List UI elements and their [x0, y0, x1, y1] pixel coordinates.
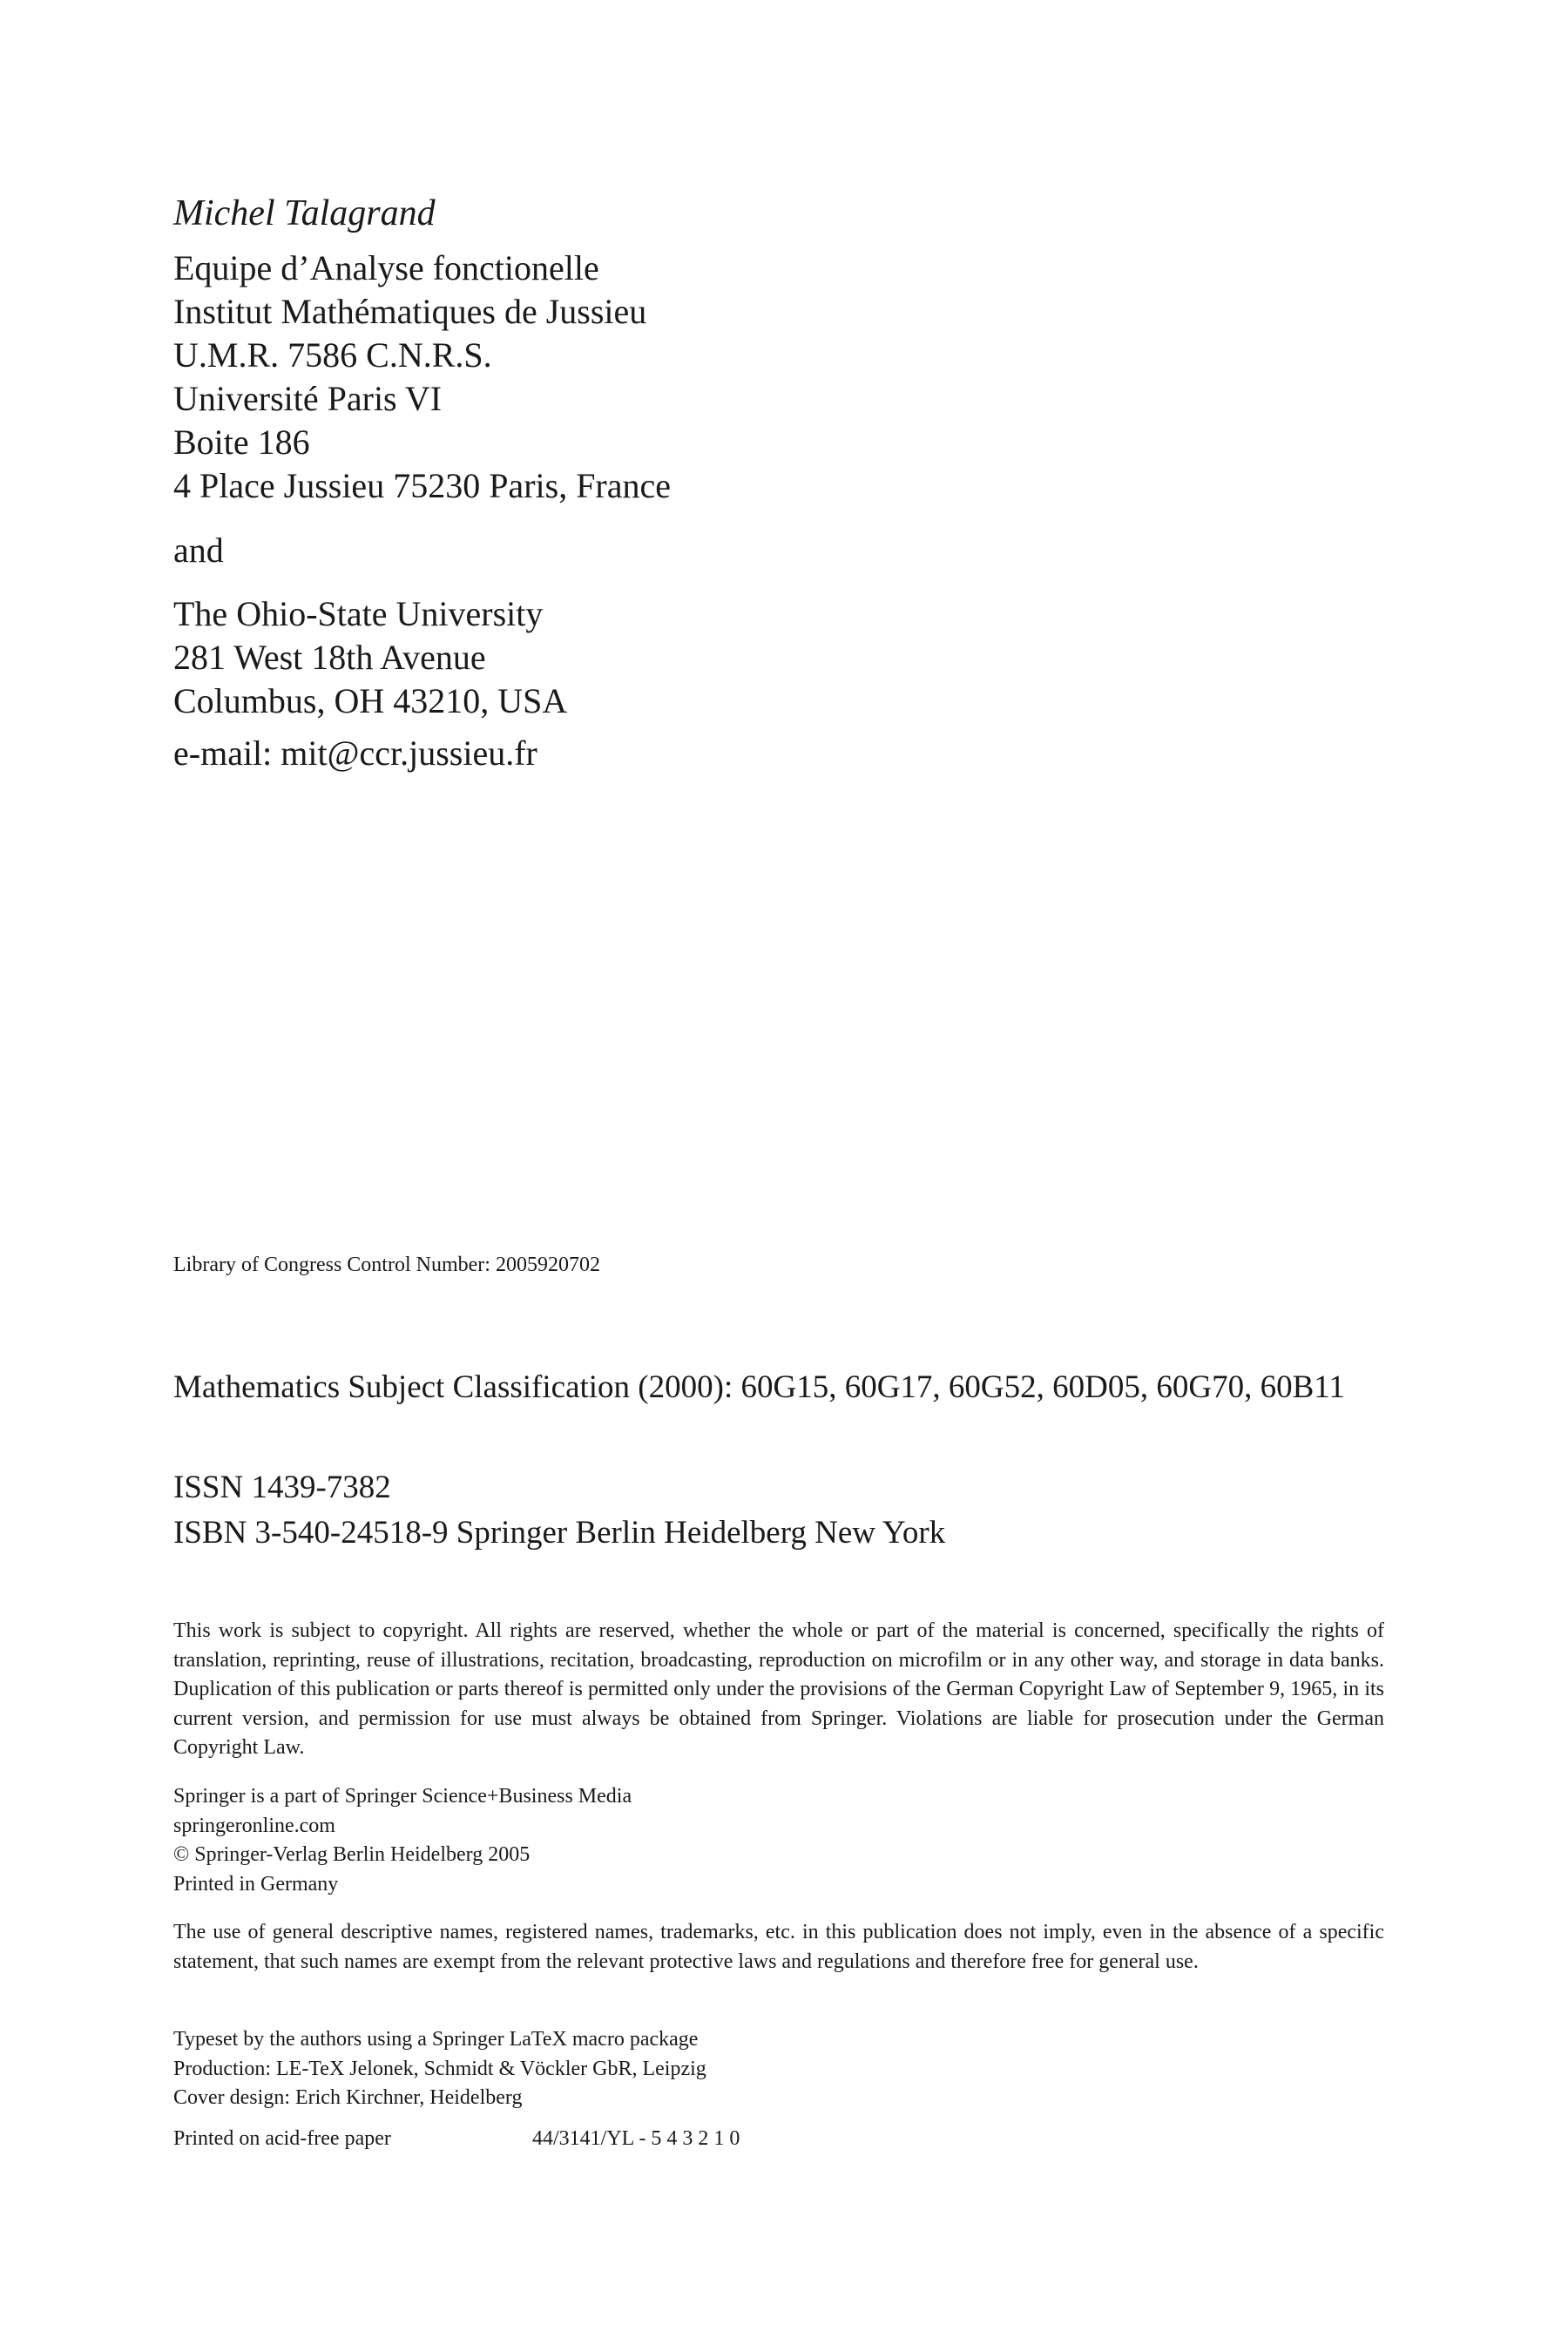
publisher-line: Printed in Germany — [173, 1872, 339, 1896]
author-name: Michel Talagrand — [173, 193, 436, 233]
conjunction-and: and — [173, 531, 224, 570]
address-line: The Ohio-State University — [173, 594, 544, 633]
print-code: 44/3141/YL - 5 4 3 2 1 0 — [532, 2127, 740, 2150]
print-footer — [173, 2126, 740, 2152]
subject-classification: Mathematics Subject Classification (2000): 60G15, 60G17, 60G52, 60D05, 60G70, 60B11 — [173, 1369, 1345, 1405]
publisher-info — [173, 1782, 632, 1899]
copyright-page — [173, 0, 1384, 2352]
lccn-line: Library of Congress Control Number: 2005920702 — [173, 1254, 600, 1276]
publisher-line: © Springer-Verlag Berlin Heidelberg 2005 — [173, 1843, 531, 1866]
address-line: U.M.R. 7586 C.N.R.S. — [173, 335, 492, 375]
affiliation-paris — [173, 247, 671, 508]
address-line: 4 Place Jussieu 75230 Paris, France — [173, 466, 672, 505]
address-line: Boite 186 — [173, 422, 310, 462]
affiliation-ohio — [173, 592, 567, 723]
author-email: e-mail: mit@ccr.jussieu.fr — [173, 733, 537, 773]
publisher-line: springeronline.com — [173, 1814, 335, 1837]
production-line: Typeset by the authors using a Springer LaTeX macro package — [173, 2028, 699, 2051]
production-line: Production: LE-TeX Jelonek, Schmidt & Vöckler GbR, Leipzig — [173, 2057, 706, 2080]
address-line: Université Paris VI — [173, 379, 443, 418]
address-line: 281 West 18th Avenue — [173, 638, 486, 677]
publisher-line: Springer is a part of Springer Science+Business Media — [173, 1785, 632, 1808]
address-line: Equipe d’Analyse fonctionelle — [173, 248, 599, 287]
paper-note: Printed on acid-free paper — [173, 2127, 391, 2150]
address-line: Columbus, OH 43210, USA — [173, 681, 568, 720]
copyright-notice: This work is subject to copyright. All rights are reserved, whether the whole or part of the material is concerned, specifically the rights of translation, reprinting, reuse of illustrations, recitation, broadcasting, reproduction on microfilm or in any other way, and storage in data banks. Duplication of this publication or parts thereof is permitted only under the provisions of the German Copyright Law of September 9, 1965, in its current version, and permission for use must always be obtained from Springer. Violations are liable for prosecution under the German Copyright Law. — [173, 1619, 1384, 1759]
address-line: Institut Mathématiques de Jussieu — [173, 292, 647, 331]
issn-line: ISSN 1439-7382 — [173, 1470, 391, 1505]
production-line: Cover design: Erich Kirchner, Heidelberg — [173, 2086, 523, 2109]
trademark-notice: The use of general descriptive names, registered names, trademarks, etc. in this publication does not imply, even in the absence of a specific statement, that such names are exempt from the relevant protective laws and regulations and therefore free for general use. — [173, 1921, 1384, 1973]
isbn-line: ISBN 3-540-24518-9 Springer Berlin Heidelberg New York — [173, 1515, 946, 1551]
production-credits — [173, 2025, 706, 2113]
